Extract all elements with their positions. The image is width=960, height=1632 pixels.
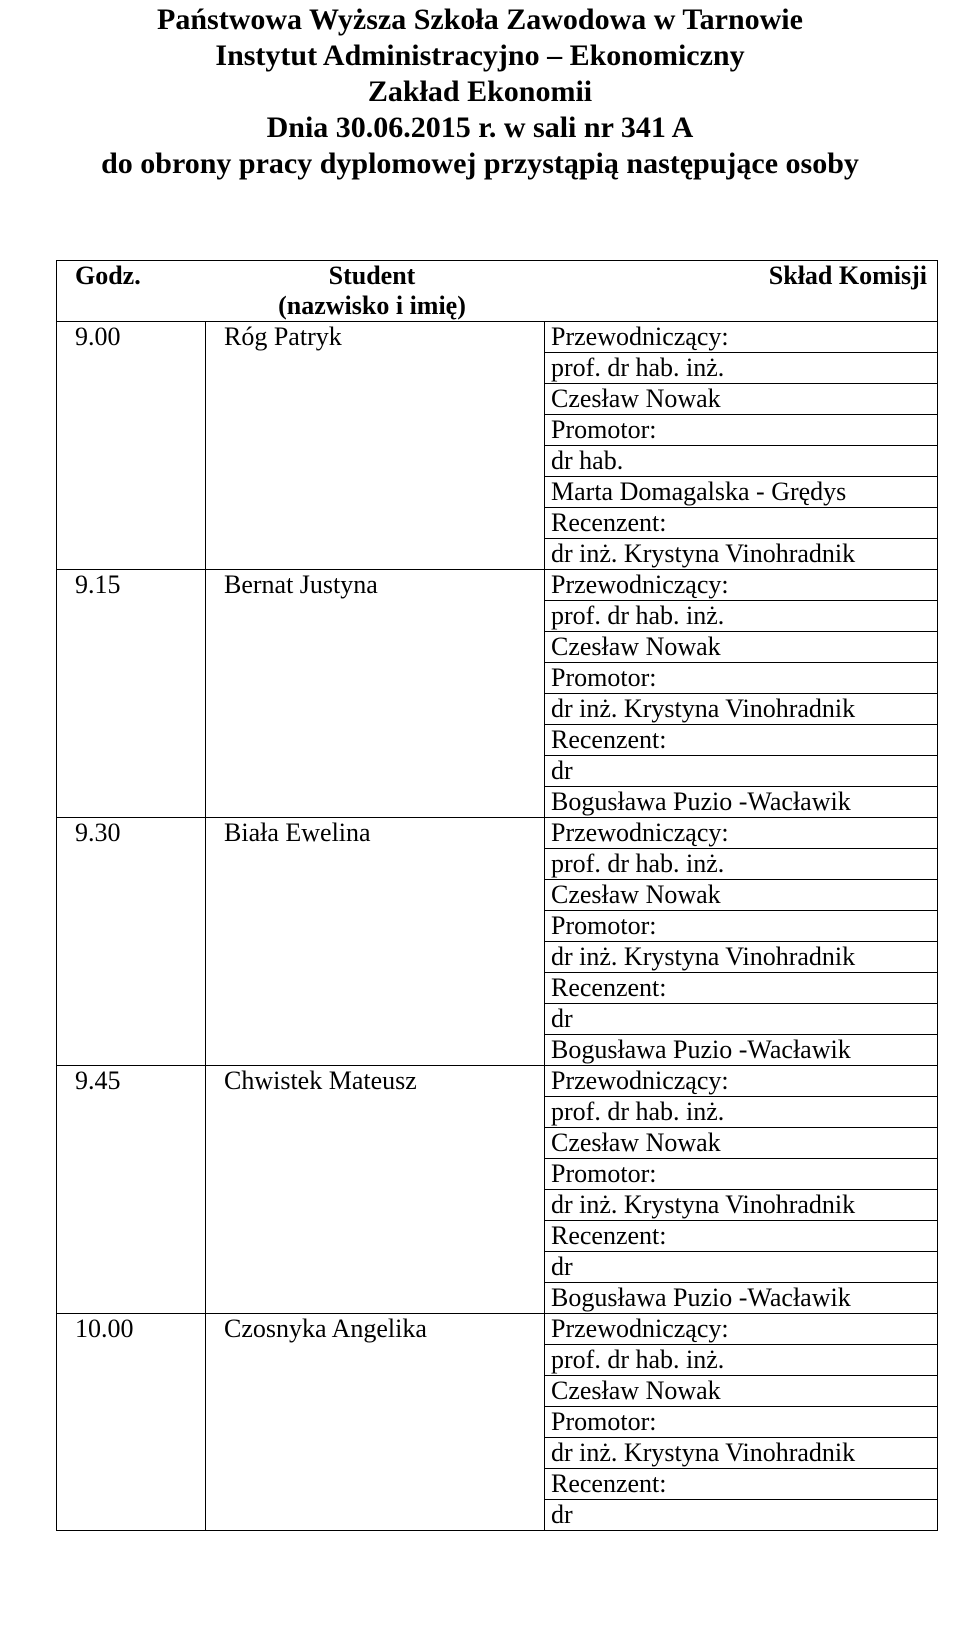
defense-time: 9.45 bbox=[57, 1066, 206, 1314]
table-row bbox=[57, 570, 938, 818]
committee-line: dr inż. Krystyna Vinohradnik bbox=[551, 539, 856, 568]
header-department: Zakład Ekonomii bbox=[367, 75, 593, 108]
committee-line: dr bbox=[545, 1004, 937, 1035]
student-name: Chwistek Mateusz bbox=[206, 1066, 545, 1314]
committee-line: Promotor: bbox=[545, 415, 937, 446]
committee-line: Marta Domagalska - Grędys bbox=[545, 477, 937, 508]
table-row bbox=[57, 1314, 938, 1531]
committee-composition bbox=[545, 1066, 938, 1314]
committee-line: Przewodniczący: bbox=[545, 818, 937, 849]
defense-time: 9.00 bbox=[57, 322, 206, 570]
header-institution: Państwowa Wyższa Szkoła Zawodowa w Tarnowie bbox=[157, 3, 803, 36]
committee-line: dr inż. Krystyna Vinohradnik bbox=[545, 942, 937, 973]
committee-line: Recenzent: bbox=[545, 1469, 937, 1500]
committee-line: prof. dr hab. inż. bbox=[545, 1345, 937, 1376]
committee-line: prof. dr hab. inż. bbox=[545, 353, 937, 384]
committee-line: Recenzent: bbox=[545, 725, 937, 756]
defense-time: 10.00 bbox=[57, 1314, 206, 1531]
committee-line: Czesław Nowak bbox=[545, 1376, 937, 1407]
committee-line: prof. dr hab. inż. bbox=[545, 1097, 937, 1128]
committee-line: Promotor: bbox=[545, 911, 937, 942]
committee-line: prof. dr hab. inż. bbox=[545, 849, 937, 880]
column-header-student-sublabel: (nazwisko i imię) bbox=[278, 291, 466, 320]
column-header-student bbox=[217, 261, 527, 321]
committee-line: Bogusława Puzio -Wacławik bbox=[551, 787, 851, 816]
committee-composition bbox=[545, 1314, 938, 1531]
document-header bbox=[0, 0, 960, 182]
defense-schedule-table bbox=[56, 260, 938, 1531]
committee-line: Czesław Nowak bbox=[545, 1128, 937, 1159]
committee-line: Przewodniczący: bbox=[545, 1314, 937, 1345]
column-header-time: Godz. bbox=[75, 261, 141, 290]
committee-line: Recenzent: bbox=[545, 973, 937, 1004]
committee-line: Bogusława Puzio -Wacławik bbox=[551, 1283, 851, 1312]
defense-time: 9.15 bbox=[57, 570, 206, 818]
table-header-row bbox=[57, 261, 938, 322]
committee-composition bbox=[545, 322, 938, 570]
committee-line: dr bbox=[545, 1252, 937, 1283]
committee-line: Recenzent: bbox=[545, 1221, 937, 1252]
committee-line: Promotor: bbox=[545, 663, 937, 694]
student-name: Bernat Justyna bbox=[206, 570, 545, 818]
committee-line: Promotor: bbox=[545, 1159, 937, 1190]
committee-line: Przewodniczący: bbox=[545, 322, 937, 353]
column-header-committee: Skład Komisji bbox=[768, 261, 927, 290]
committee-composition bbox=[545, 818, 938, 1066]
student-name: Róg Patryk bbox=[206, 322, 545, 570]
committee-line: dr bbox=[545, 756, 937, 787]
committee-line: Recenzent: bbox=[545, 508, 937, 539]
table-row bbox=[57, 322, 938, 570]
table-row bbox=[57, 818, 938, 1066]
committee-line: Przewodniczący: bbox=[545, 1066, 937, 1097]
committee-line: dr inż. Krystyna Vinohradnik bbox=[545, 694, 937, 725]
committee-line: Bogusława Puzio -Wacławik bbox=[551, 1035, 851, 1064]
committee-composition bbox=[545, 570, 938, 818]
committee-line: dr bbox=[551, 1500, 573, 1529]
header-description: do obrony pracy dyplomowej przystąpią następujące osoby bbox=[101, 147, 859, 180]
committee-line: Czesław Nowak bbox=[545, 632, 937, 663]
header-cell-wrapper bbox=[57, 261, 937, 321]
header-date-room: Dnia 30.06.2015 r. w sali nr 341 A bbox=[266, 111, 694, 144]
committee-line: dr inż. Krystyna Vinohradnik bbox=[545, 1438, 937, 1469]
column-header-student-label: Student bbox=[328, 261, 416, 290]
student-name: Biała Ewelina bbox=[206, 818, 545, 1066]
committee-line: Promotor: bbox=[545, 1407, 937, 1438]
header-institute: Instytut Administracyjno – Ekonomiczny bbox=[215, 39, 745, 72]
committee-line: Czesław Nowak bbox=[545, 880, 937, 911]
defense-time: 9.30 bbox=[57, 818, 206, 1066]
student-name: Czosnyka Angelika bbox=[206, 1314, 545, 1531]
committee-line: Przewodniczący: bbox=[545, 570, 937, 601]
committee-line: dr hab. bbox=[545, 446, 937, 477]
committee-line: dr inż. Krystyna Vinohradnik bbox=[545, 1190, 937, 1221]
committee-line: Czesław Nowak bbox=[545, 384, 937, 415]
table-row bbox=[57, 1066, 938, 1314]
committee-line: prof. dr hab. inż. bbox=[545, 601, 937, 632]
